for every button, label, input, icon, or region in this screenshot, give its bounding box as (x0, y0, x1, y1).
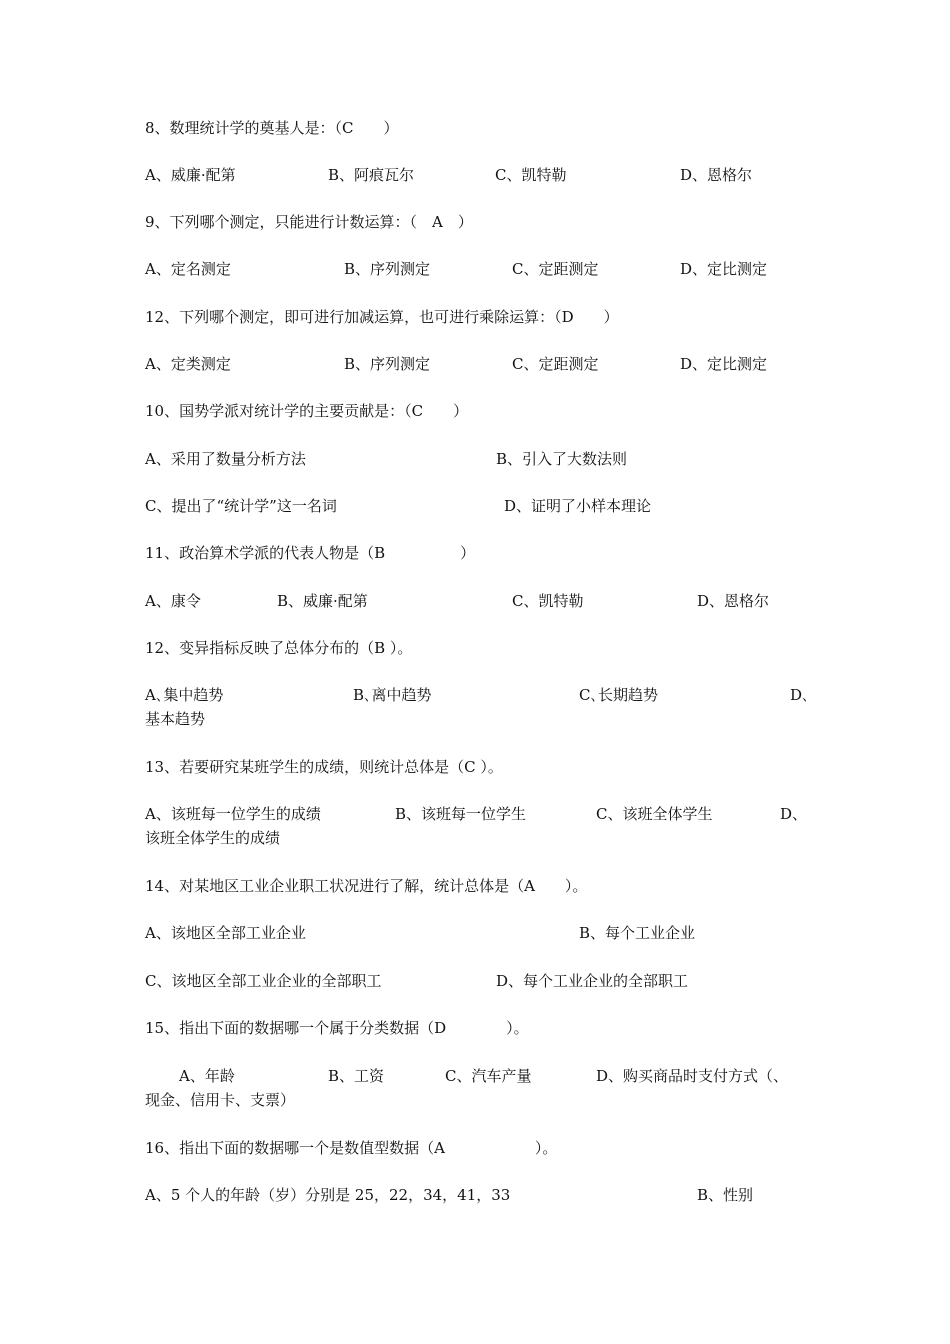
option-c: C､长期趋势 (579, 686, 658, 704)
option-c: C、凯特勒 (495, 166, 567, 184)
option-b: B、引入了大数法则 (496, 450, 628, 468)
option-d: D､ (790, 686, 810, 704)
option-d: D、定比测定 (680, 355, 768, 373)
question-stem: 14、对某地区工业企业职工状况进行了解，统计总体是（A ）。 (145, 877, 588, 895)
option-b: B、每个工业企业 (579, 924, 696, 942)
option-d: D、恩格尔 (680, 166, 753, 184)
option-a: A、该地区全部工业企业 (145, 924, 306, 942)
option-d-continued: 基本趋势 (145, 710, 206, 728)
option-d: D、每个工业企业的全部职工 (496, 972, 689, 990)
option-a: A、5 个人的年龄（岁）分别是 25，22，34，41，33 (145, 1186, 511, 1204)
option-a: A、威廉·配第 (145, 166, 236, 184)
option-d: D、定比测定 (680, 260, 768, 278)
option-c: C、定距测定 (512, 355, 599, 373)
option-c: C、汽车产量 (445, 1067, 532, 1085)
question-stem: 12、变异指标反映了总体分布的（B ）。 (145, 639, 413, 657)
question-stem: 12、下列哪个测定，即可进行加减运算，也可进行乘除运算：（D ） (145, 308, 619, 326)
option-d-continued: 现金、信用卡、支票） (145, 1091, 296, 1109)
option-b: B、序列测定 (344, 355, 431, 373)
option-a: A、该班每一位学生的成绩 (145, 805, 321, 823)
option-b: B､离中趋势 (353, 686, 432, 704)
option-a: A、定名测定 (145, 260, 231, 278)
option-d: D、 (780, 805, 808, 823)
question-stem: 11、政治算术学派的代表人物是（B ） (145, 544, 476, 562)
option-b: B、该班每一位学生 (395, 805, 527, 823)
question-stem: 15、指出下面的数据哪一个属于分类数据（D ）。 (145, 1019, 529, 1037)
option-a: A、采用了数量分析方法 (145, 450, 306, 468)
option-d: D、恩格尔 (697, 592, 770, 610)
question-stem: 10、国势学派对统计学的主要贡献是：（C ） (145, 402, 469, 420)
question-stem: 9、下列哪个测定，只能进行计数运算：（ A ） (145, 213, 473, 231)
question-stem: 16、指出下面的数据哪一个是数值型数据（A ）。 (145, 1139, 558, 1157)
option-a: A、康令 (145, 592, 201, 610)
option-b: B、威廉·配第 (277, 592, 368, 610)
option-b: B、工资 (328, 1067, 385, 1085)
option-d: D、证明了小样本理论 (504, 497, 652, 515)
option-c: C、定距测定 (512, 260, 599, 278)
option-a: A､集中趋势 (145, 686, 224, 704)
option-c: C、该班全体学生 (596, 805, 713, 823)
question-stem: 8、数理统计学的奠基人是：（C ） (145, 119, 399, 137)
question-stem: 13、若要研究某班学生的成绩，则统计总体是（C ）。 (145, 758, 503, 776)
option-d-continued: 该班全体学生的成绩 (145, 829, 281, 847)
option-c: C、该地区全部工业企业的全部职工 (145, 972, 382, 990)
option-b: B、序列测定 (344, 260, 431, 278)
option-c: C、提出了“统计学”这一名词 (145, 497, 337, 515)
option-a: A、定类测定 (145, 355, 231, 373)
option-c: C、凯特勒 (512, 592, 584, 610)
option-d: D、购买商品时支付方式（、 (596, 1067, 789, 1085)
option-a: A、年龄 (179, 1067, 235, 1085)
option-b: B、阿痕瓦尔 (328, 166, 415, 184)
option-b: B、性别 (697, 1186, 754, 1204)
